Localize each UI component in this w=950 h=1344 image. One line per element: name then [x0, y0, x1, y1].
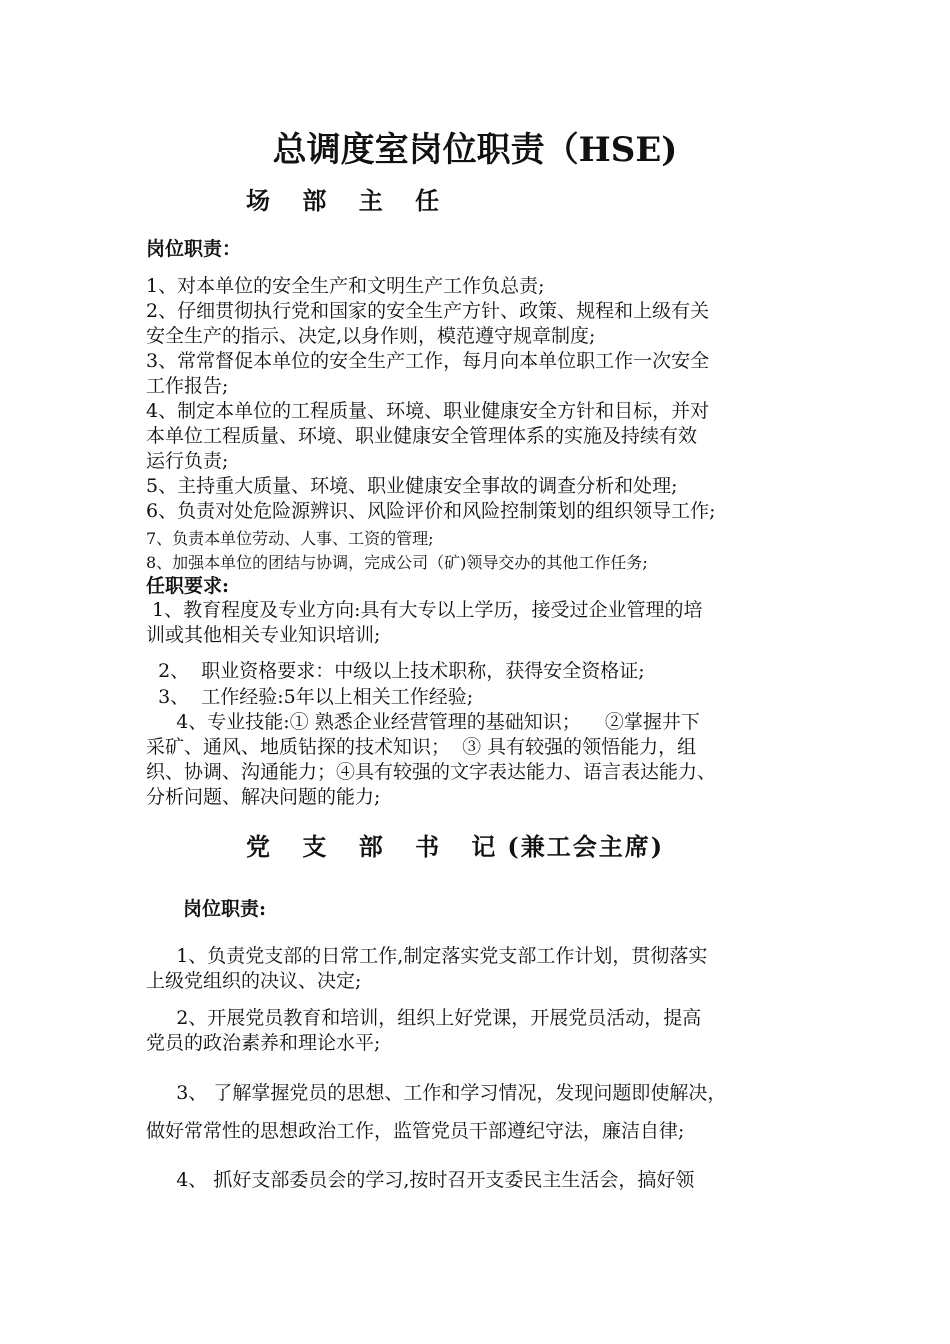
role-title-party-secretary-main: 党 支 部 书 记	[246, 832, 508, 861]
director-req-2: 2、 职业资格要求：中级以上技术职称，获得安全资格证;	[146, 660, 645, 682]
duties-heading-director: 岗位职责：	[146, 238, 242, 260]
director-duty-2: 2、仔细贯彻执行党和国家的安全生产方针、政策、规程和上级有关 安全生产的指示、决定,以身作则，模范遵守规章制度;	[146, 300, 710, 347]
director-req-4: 4、专业技能:① 熟悉企业经营管理的基础知识； ②掌握井下 采矿、通风、地质钻探的技术知识； ③ 具有较强的领悟能力，组 织、协调、沟通能力；④具有较强的文字表达能力、语言表达能力、 分析问题、解决问题的能力;	[146, 711, 717, 808]
director-req-1: 1、教育程度及专业方向:具有大专以上学历，接受过企业管理的培 训或其他相关专业知识培训;	[146, 599, 703, 646]
secretary-duty-1: 1、负责党支部的日常工作,制定落实党支部工作计划，贯彻落实 上级党组织的决议、决定;	[146, 945, 708, 992]
secretary-duty-2: 2、开展党员教育和培训，组织上好党课，开展党员活动，提高 党员的政治素养和理论水平;	[146, 1007, 702, 1054]
director-duty-7: 7、负责本单位劳动、人事、工资的管理;	[146, 529, 434, 548]
requirements-heading-director: 任职要求:	[146, 575, 230, 597]
director-duty-4: 4、制定本单位的工程质量、环境、职业健康安全方针和目标，并对 本单位工程质量、环境、职业健康安全管理体系的实施及持续有效 运行负责;	[146, 400, 710, 472]
director-duty-6: 6、负责对处危险源辨识、风险评价和风险控制策划的组织领导工作;	[146, 500, 716, 522]
role-title-party-secretary-suffix: (兼工会主席)	[507, 832, 665, 861]
director-duty-8: 8、加强本单位的团结与协调，完成公司（矿)领导交办的其他工作任务;	[146, 553, 648, 572]
director-duty-1: 1、对本单位的安全生产和文明生产工作负总责;	[146, 275, 545, 297]
director-req-3: 3、 工作经验:5年以上相关工作经验;	[146, 686, 474, 708]
document-title: 总调度室岗位职责（HSE)	[272, 130, 678, 170]
secretary-duty-4: 4、 抓好支部委员会的学习,按时召开支委民主生活会，搞好领	[146, 1169, 695, 1191]
secretary-duty-3: 3、 了解掌握党员的思想、工作和学习情况，发现问题即使解决， 做好常常性的思想政治工作，监管党员干部遵纪守法，廉洁自律;	[146, 1082, 727, 1142]
role-title-party-secretary	[246, 830, 664, 864]
role-title-director: 场 部 主 任	[246, 186, 452, 215]
duties-heading-party-secretary: 岗位职责:	[183, 898, 267, 920]
director-duty-3: 3、常常督促本单位的安全生产工作，每月向本单位职工作一次安全 工作报告;	[146, 350, 710, 397]
director-duty-5: 5、主持重大质量、环境、职业健康安全事故的调查分析和处理;	[146, 475, 678, 497]
